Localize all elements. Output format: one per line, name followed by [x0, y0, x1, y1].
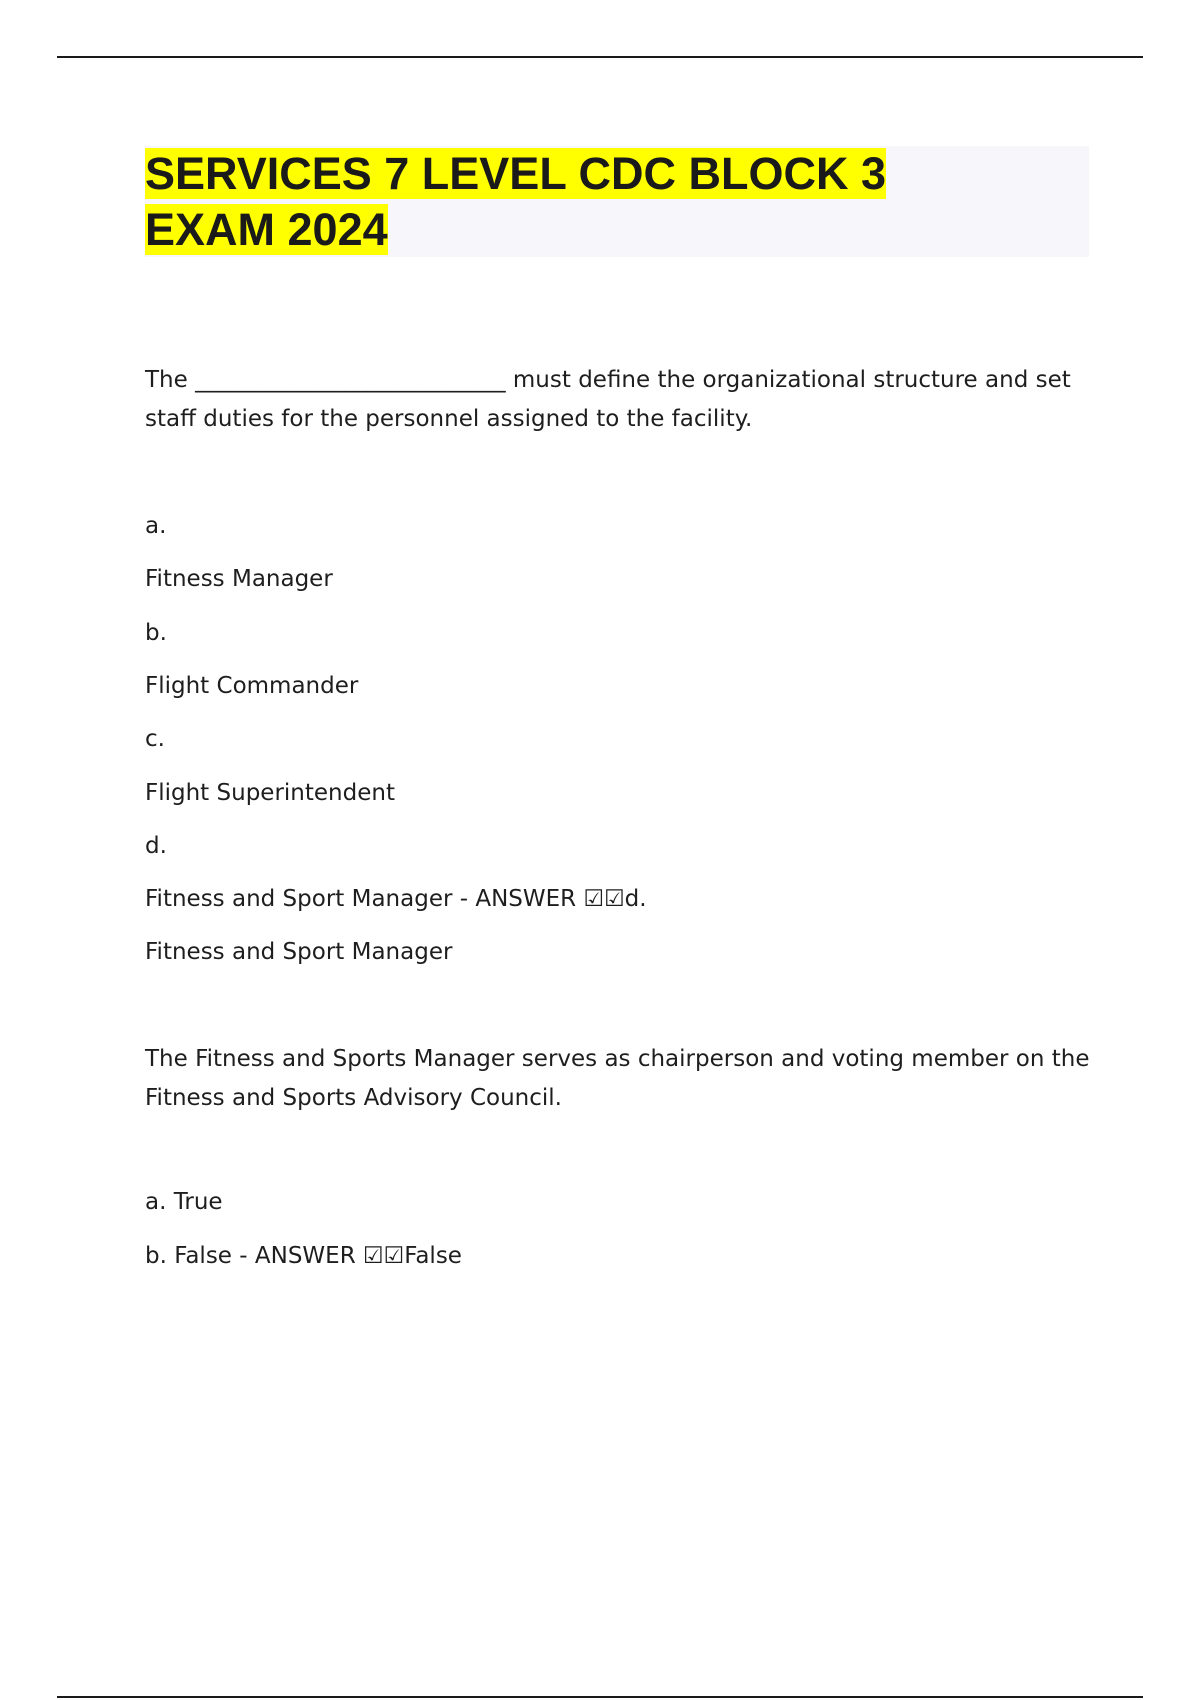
q2-option-a: a. True: [145, 1189, 223, 1215]
q1-option-d-label: d.: [145, 833, 167, 859]
q2-option-b-answer: b. False - ANSWER ☑☑False: [145, 1243, 462, 1269]
q1-option-c-text: Flight Superintendent: [145, 780, 395, 806]
q1-option-c-label: c.: [145, 726, 165, 752]
question-1-stem: The ___________________________ must define the organizational structure and set staff duties for the personnel assigned to the facility.: [145, 367, 1071, 432]
title-line-2: EXAM 2024: [145, 204, 388, 255]
question-2-stem: The Fitness and Sports Manager serves as chairperson and voting member on the Fitness and Sports Advisory Council.: [145, 1046, 1090, 1111]
q1-option-b-text: Flight Commander: [145, 673, 359, 699]
q1-option-a-text: Fitness Manager: [145, 566, 333, 592]
top-divider: [57, 56, 1143, 58]
title-line-1: SERVICES 7 LEVEL CDC BLOCK 3: [145, 148, 887, 199]
q1-answer-text: Fitness and Sport Manager: [145, 939, 453, 965]
bottom-divider: [57, 1696, 1143, 1698]
q1-option-b-label: b.: [145, 620, 167, 646]
q1-option-d-answer: Fitness and Sport Manager - ANSWER ☑☑d.: [145, 886, 647, 912]
document-title: [145, 146, 1089, 258]
q1-option-a-label: a.: [145, 513, 167, 539]
